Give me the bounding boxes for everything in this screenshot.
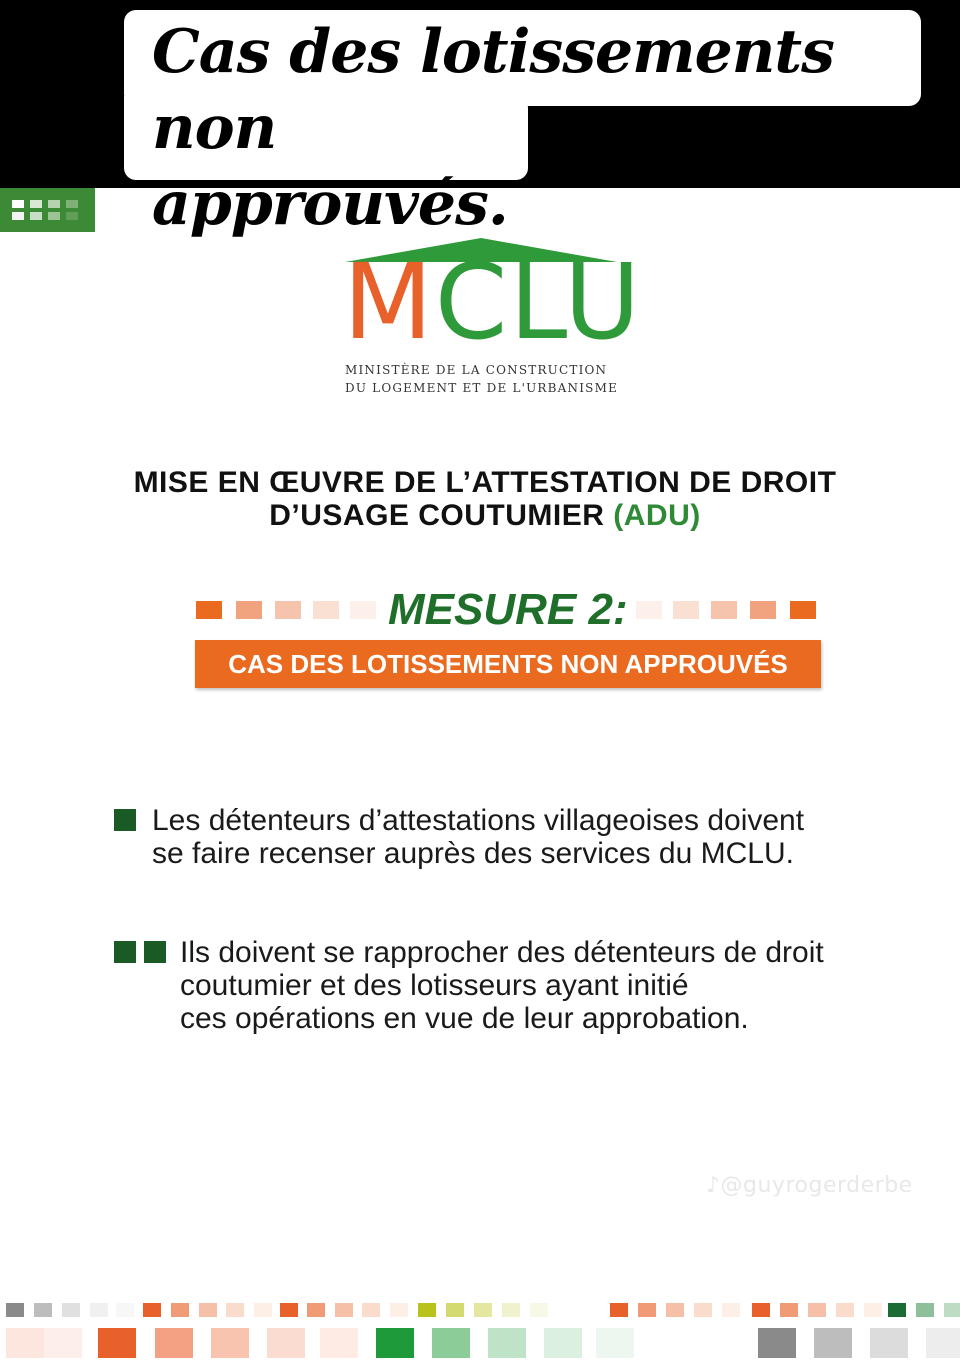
footer-square (432, 1328, 470, 1358)
watermark: ♪@guyrogerderbe (706, 1173, 913, 1198)
heading-line1: MISE EN ŒUVRE DE L’ATTESTATION DE DROIT (133, 466, 837, 499)
footer-square (638, 1303, 656, 1317)
page-heading (60, 466, 910, 532)
footer-square (6, 1303, 24, 1317)
logo-subtitle (345, 361, 625, 397)
deco-square (636, 601, 662, 619)
footer-square (254, 1303, 272, 1317)
deco-square (750, 601, 776, 619)
footer-square (6, 1328, 44, 1358)
footer-square (722, 1303, 740, 1317)
point-2-line1: Ils doivent se rapprocher des détenteurs de droit (180, 936, 824, 969)
footer-square (280, 1303, 298, 1317)
corner-square (48, 200, 60, 208)
heading-line2 (60, 499, 910, 532)
footer-square (171, 1303, 189, 1317)
footer-square (926, 1328, 960, 1358)
footer-square (199, 1303, 217, 1317)
deco-square (790, 601, 816, 619)
corner-square (30, 200, 42, 208)
footer-square (888, 1303, 906, 1317)
footer-square (98, 1328, 136, 1358)
footer-square (758, 1328, 796, 1358)
footer-square (62, 1303, 80, 1317)
footer-square (474, 1303, 492, 1317)
deco-square (673, 601, 699, 619)
footer-square (307, 1303, 325, 1317)
point-2 (180, 936, 824, 1035)
footer-square (155, 1328, 193, 1358)
corner-square (12, 200, 24, 208)
bullet-square-icon (114, 941, 136, 963)
deco-square (196, 601, 222, 619)
heading-badge: (ADU) (613, 499, 701, 532)
bullet-square-icon (144, 941, 166, 963)
footer-square (267, 1328, 305, 1358)
footer-square (808, 1303, 826, 1317)
logo-letter-m: M (343, 241, 435, 363)
point-1-line1: Les détenteurs d’attestations villageoises doivent (152, 804, 805, 837)
footer-square (44, 1328, 82, 1358)
footer-square (596, 1328, 634, 1358)
caption-text (152, 14, 912, 242)
logo-wordmark (343, 241, 643, 363)
footer-square (418, 1303, 436, 1317)
corner-square (66, 212, 78, 220)
footer-square (864, 1303, 882, 1317)
footer-square (34, 1303, 52, 1317)
footer-square (90, 1303, 108, 1317)
footer-square (226, 1303, 244, 1317)
caption-line1: Cas des lotissements non (152, 17, 834, 163)
footer-square (870, 1328, 908, 1358)
footer-square (752, 1303, 770, 1317)
footer-square (143, 1303, 161, 1317)
footer-square (211, 1328, 249, 1358)
footer-square (780, 1303, 798, 1317)
footer-square (362, 1303, 380, 1317)
corner-square (66, 200, 78, 208)
logo-subtitle-line1: MINISTÈRE DE LA CONSTRUCTION (345, 363, 608, 377)
footer-square (666, 1303, 684, 1317)
logo-letters-clu: CLU (434, 241, 643, 363)
caption-line2: approuvés. (152, 169, 508, 239)
deco-square (275, 601, 301, 619)
footer-square (502, 1303, 520, 1317)
footer-square (446, 1303, 464, 1317)
measure-banner-text: CAS DES LOTISSEMENTS NON APPROUVÉS (228, 649, 788, 679)
point-1 (152, 804, 804, 870)
deco-square (313, 601, 339, 619)
footer-square (814, 1328, 852, 1358)
footer-square (944, 1303, 960, 1317)
corner-square (30, 212, 42, 220)
point-2-line3: ces opérations en vue de leur approbation. (180, 1002, 749, 1035)
deco-square (711, 601, 737, 619)
corner-decoration (0, 188, 95, 232)
logo-subtitle-line2: DU LOGEMENT ET DE L'URBANISME (345, 381, 619, 395)
corner-square (12, 212, 24, 220)
deco-square (350, 601, 376, 619)
footer-square (116, 1303, 134, 1317)
footer-square (610, 1303, 628, 1317)
measure-label: MESURE 2: (388, 585, 628, 634)
footer-square (335, 1303, 353, 1317)
footer-square (390, 1303, 408, 1317)
footer-square (916, 1303, 934, 1317)
footer-square (376, 1328, 414, 1358)
footer-square (320, 1328, 358, 1358)
heading-line2-text: D’USAGE COUTUMIER (269, 499, 605, 532)
bullet-square-icon (114, 809, 136, 831)
point-1-line2: se faire recenser auprès des services du MCLU. (152, 837, 794, 870)
footer-square (488, 1328, 526, 1358)
deco-square (236, 601, 262, 619)
footer-square (694, 1303, 712, 1317)
footer-square (544, 1328, 582, 1358)
corner-square (48, 212, 60, 220)
point-2-line2: coutumier et des lotisseurs ayant initié (180, 969, 689, 1002)
footer-square (530, 1303, 548, 1317)
footer-square (836, 1303, 854, 1317)
